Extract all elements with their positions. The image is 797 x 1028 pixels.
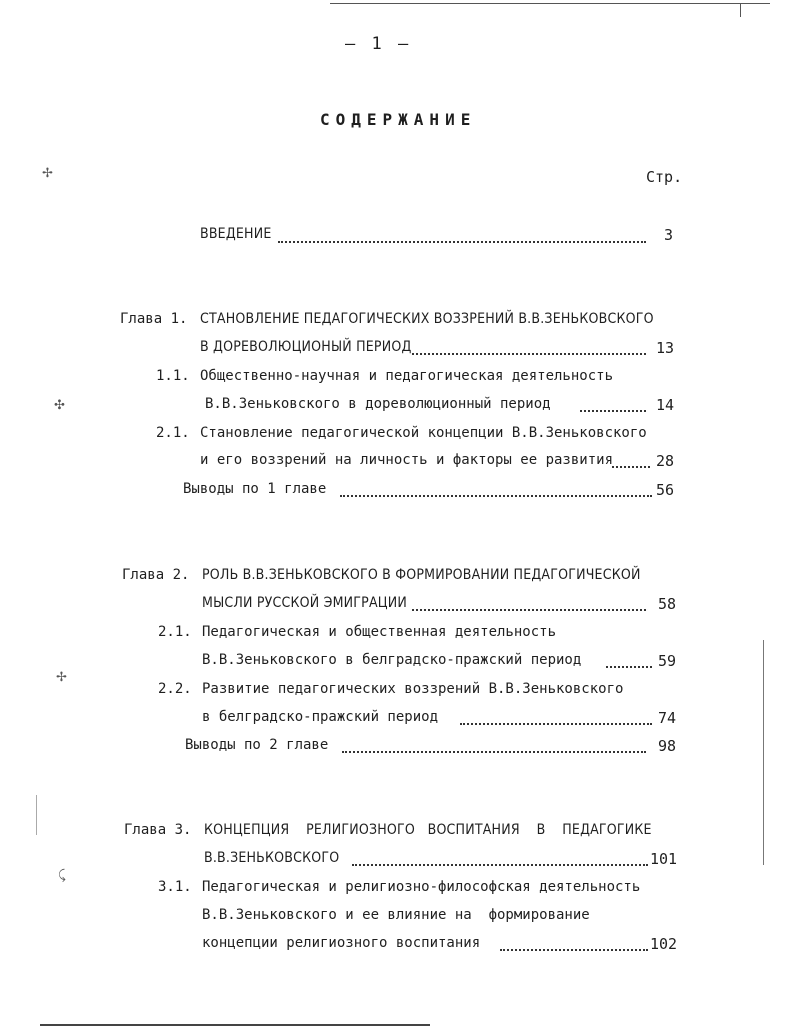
toc-section-2-2-page: 74 <box>658 709 677 727</box>
toc-section-3-1-page: 102 <box>650 935 678 953</box>
toc-section-3-1-line2: В.В.Зеньковского и ее влияние на формирование <box>202 907 590 923</box>
toc-section-1-1-line2: В.В.Зеньковского в дореволюционный период <box>205 396 551 412</box>
toc-intro-page: 3 <box>664 226 674 244</box>
toc-chapter2-conclusions-label: Выводы по 2 главе <box>185 737 329 753</box>
toc-chapter1-prefix: Глава 1. <box>120 311 188 327</box>
toc-section-2-2-line1: Развитие педагогических воззрений В.В.Зеньковского <box>202 681 624 697</box>
scan-edge-bottom <box>40 1024 430 1026</box>
toc-chapter3-leader <box>352 864 648 866</box>
toc-chapter3-page: 101 <box>650 850 678 868</box>
toc-section-2-2-line2: в белградско-пражский период <box>202 709 439 725</box>
toc-section-1-1-page: 14 <box>656 396 675 414</box>
scan-edge-top <box>330 3 770 4</box>
scan-edge-top-right <box>740 3 741 17</box>
margin-mark-4: ⤹ <box>58 868 66 883</box>
toc-chapter2-conclusions-leader <box>342 751 646 753</box>
page-column-label: Стр. <box>646 168 683 186</box>
toc-section-3-1-number: 3.1. <box>158 879 192 895</box>
toc-section-1-1-number: 1.1. <box>156 368 190 384</box>
toc-chapter1-conclusions-label: Выводы по 1 главе <box>183 481 327 497</box>
toc-chapter1-page: 13 <box>656 339 675 357</box>
toc-chapter2-title-line1: РОЛЬ В.В.ЗЕНЬКОВСКОГО В ФОРМИРОВАНИИ ПЕДАГОГИЧЕСКОЙ <box>202 567 641 583</box>
toc-chapter2-page: 58 <box>658 595 677 613</box>
toc-chapter1-title-line2: В ДОРЕВОЛЮЦИОНЫЙ ПЕРИОД <box>200 339 412 355</box>
toc-section-3-1-line1: Педагогическая и религиозно-философская деятельность <box>202 879 641 895</box>
toc-section-2-1-leader <box>612 466 650 468</box>
toc-section-2-2-number: 2.2. <box>158 681 192 697</box>
margin-line-1 <box>36 795 37 835</box>
toc-chapter2-title-line2: МЫСЛИ РУССКОЙ ЭМИГРАЦИИ <box>202 595 408 611</box>
toc-chapter1-leader <box>412 353 646 355</box>
toc-section-2-1-line2: и его воззрений на личность и факторы ее развития <box>200 452 614 468</box>
toc-section-2-1-page: 28 <box>656 452 675 470</box>
toc-intro-label: ВВЕДЕНИЕ <box>200 226 272 242</box>
toc-chapter1-title-line1: СТАНОВЛЕНИЕ ПЕДАГОГИЧЕСКИХ ВОЗЗРЕНИЙ В.В.ЗЕНЬКОВСКОГО <box>200 311 654 327</box>
toc-chapter3-title-line2: В.В.ЗЕНЬКОВСКОГО <box>204 850 340 866</box>
toc-section-2-1-number: 2.1. <box>156 425 190 441</box>
toc-chapter1-conclusions-page: 56 <box>656 481 675 499</box>
margin-mark-3: ✢ <box>56 670 67 685</box>
toc-section-3-1-line3: концепции религиозного воспитания <box>202 935 481 951</box>
page-number: – 1 – <box>345 34 412 54</box>
margin-mark-1: ✢ <box>42 166 53 181</box>
toc-section-2-1b-line2: В.В.Зеньковского в белградско-пражский период <box>202 652 582 668</box>
toc-section-2-1b-leader <box>606 666 652 668</box>
toc-section-3-1-leader <box>500 949 648 951</box>
toc-chapter3-prefix: Глава 3. <box>124 822 192 838</box>
toc-chapter2-leader <box>412 609 646 611</box>
toc-intro-leader <box>278 241 646 243</box>
toc-section-1-1-leader <box>580 410 646 412</box>
toc-chapter2-prefix: Глава 2. <box>122 567 190 583</box>
scan-edge-right <box>763 640 764 865</box>
toc-section-2-1b-line1: Педагогическая и общественная деятельность <box>202 624 557 640</box>
toc-section-1-1-line1: Общественно-научная и педагогическая деятельность <box>200 368 614 384</box>
toc-section-2-2-leader <box>460 723 652 725</box>
toc-section-2-1-line1: Становление педагогической концепции В.В.Зеньковского <box>200 425 647 441</box>
toc-section-2-1b-page: 59 <box>658 652 677 670</box>
toc-chapter3-title-line1: КОНЦЕПЦИЯ РЕЛИГИОЗНОГО ВОСПИТАНИЯ В ПЕДАГОГИКЕ <box>204 822 652 838</box>
toc-chapter2-conclusions-page: 98 <box>658 737 677 755</box>
margin-mark-2: ✣ <box>54 398 65 413</box>
toc-section-2-1b-number: 2.1. <box>158 624 192 640</box>
page-title: СОДЕРЖАНИЕ <box>320 110 477 129</box>
toc-chapter1-conclusions-leader <box>340 495 652 497</box>
